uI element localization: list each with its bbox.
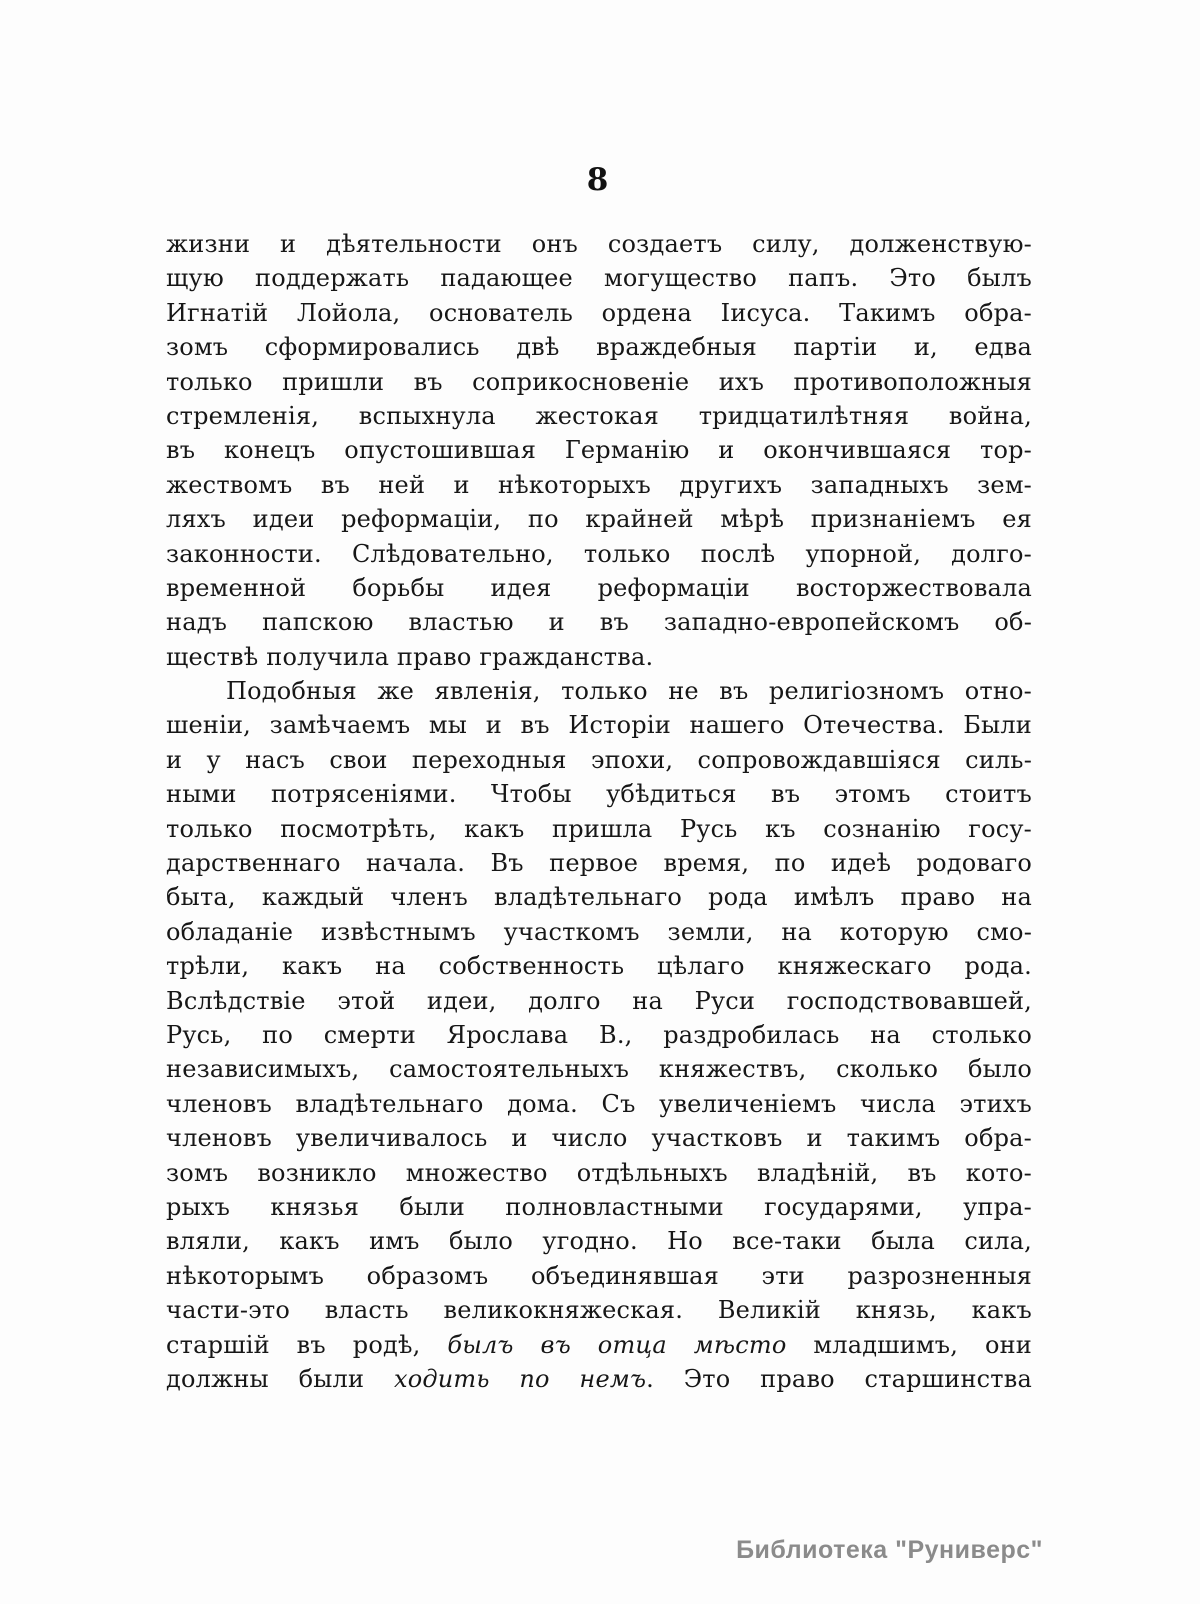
text-line	[166, 1052, 1032, 1086]
text-segment: щую поддержать падающее могущество папъ. Это былъ	[166, 264, 1032, 293]
text-line	[166, 1362, 1032, 1396]
text-line	[166, 1259, 1032, 1293]
text-line	[166, 1156, 1032, 1190]
text-segment: членовъ владѣтельнаго дома. Съ увеличеніемъ числа этихъ	[166, 1089, 1032, 1118]
text-segment: части-это власть великокняжеская. Великій князь, какъ	[166, 1296, 1032, 1325]
text-segment: ными потрясеніями. Чтобы убѣдиться въ этомъ стоитъ	[166, 780, 1032, 809]
text-line	[166, 537, 1032, 571]
text-segment: Вслѣдствіе этой идеи, долго на Руси господствовавшей,	[166, 986, 1032, 1015]
text-line	[166, 399, 1032, 433]
text-segment: членовъ увеличивалось и число участковъ и такимъ обра-	[166, 1124, 1032, 1153]
text-line	[166, 365, 1032, 399]
text-line	[166, 1087, 1032, 1121]
text-segment: шеніи, замѣчаемъ мы и въ Исторіи нашего Отечества. Были	[166, 711, 1032, 740]
text-line	[166, 502, 1032, 536]
text-segment: зомъ возникло множество отдѣльныхъ владѣній, въ кото-	[166, 1158, 1032, 1187]
text-line	[166, 984, 1032, 1018]
text-line	[166, 571, 1032, 605]
text-segment: дарственнаго начала. Въ первое время, по идеѣ родоваго	[166, 849, 1032, 878]
text-line	[166, 1328, 1032, 1362]
text-segment: жизни и дѣятельности онъ создаетъ силу, долженствую-	[166, 230, 1032, 258]
text-segment: вляли, какъ имъ было угодно. Но все-таки была сила,	[166, 1227, 1032, 1256]
text-line	[166, 880, 1032, 914]
text-segment: обладаніе извѣстнымъ участкомъ земли, на которую смо-	[166, 917, 1032, 946]
text-segment: независимыхъ, самостоятельныхъ княжествъ, сколько было	[166, 1055, 1032, 1084]
text-segment: Русь, по смерти Ярослава В., раздробилась на столько	[166, 1020, 1032, 1049]
text-line	[166, 949, 1032, 983]
text-line	[166, 812, 1032, 846]
text-segment: временной борьбы идея реформаціи восторжествовала	[166, 573, 1032, 602]
text-segment: ляхъ идеи реформаціи, по крайней мѣрѣ признаніемъ ея	[166, 505, 1032, 534]
text-line	[166, 433, 1032, 467]
text-segment: Игнатій Лойола, основатель ордена Іисуса. Такимъ обра-	[166, 298, 1032, 327]
page-number: 8	[586, 162, 610, 198]
text-line	[166, 296, 1032, 330]
text-line	[166, 1293, 1032, 1327]
text-line	[166, 1190, 1032, 1224]
text-line	[166, 227, 1032, 261]
text-line	[166, 640, 1032, 674]
text-segment: . Это право старшинства	[646, 1364, 1032, 1393]
text-line	[166, 330, 1032, 364]
text-segment: нѣкоторымъ образомъ объединявшая эти разрозненныя	[166, 1261, 1032, 1290]
text-segment: жествомъ въ ней и нѣкоторыхъ другихъ западныхъ зем-	[166, 470, 1032, 499]
text-line	[166, 915, 1032, 949]
text-segment: быта, каждый членъ владѣтельнаго рода имѣлъ право на	[166, 883, 1032, 912]
text-segment: должны были	[166, 1364, 394, 1393]
text-segment: только посмотрѣть, какъ пришла Русь къ сознанію госу-	[166, 814, 1032, 843]
text-line	[166, 743, 1032, 777]
text-segment: зомъ сформировались двѣ враждебныя партіи и, едва	[166, 333, 1032, 362]
text-segment: стремленія, вспыхнула жестокая тридцатилѣтняя война,	[166, 401, 1032, 430]
text-segment: въ конецъ опустошившая Германію и окончившаяся тор-	[166, 436, 1032, 465]
text-line	[166, 674, 1032, 708]
text-segment: младшимъ, они	[786, 1330, 1032, 1359]
text-line	[166, 1224, 1032, 1258]
italic-text-segment: былъ въ отца мѣсто	[447, 1330, 787, 1359]
text-line	[166, 777, 1032, 811]
text-segment: старшій въ родѣ,	[166, 1330, 448, 1359]
watermark-library-runivers: Библиотека "Руниверс"	[736, 1536, 1043, 1564]
text-segment: только пришли въ соприкосновеніе ихъ противоположныя	[166, 367, 1032, 396]
text-segment: рыхъ князья были полновластными государями, упра-	[166, 1192, 1032, 1221]
text-line	[166, 261, 1032, 295]
text-block	[166, 227, 1032, 1396]
text-segment: законности. Слѣдовательно, только послѣ упорной, долго-	[166, 539, 1032, 568]
text-line	[166, 1121, 1032, 1155]
text-segment: надъ папскою властью и въ западно-европейскомъ об-	[166, 608, 1032, 637]
italic-text-segment: ходить по немъ	[393, 1364, 647, 1393]
text-line	[166, 605, 1032, 639]
text-line	[166, 1018, 1032, 1052]
text-segment: и у насъ свои переходныя эпохи, сопровождавшіяся силь-	[166, 745, 1032, 774]
text-segment: ществѣ получила право гражданства.	[166, 642, 654, 671]
text-line	[166, 846, 1032, 880]
text-segment: Подобныя же явленія, только не въ религіозномъ отно-	[226, 677, 1032, 706]
text-line	[166, 468, 1032, 502]
text-line	[166, 708, 1032, 742]
text-segment: трѣли, какъ на собственность цѣлаго княжескаго рода.	[166, 952, 1032, 981]
